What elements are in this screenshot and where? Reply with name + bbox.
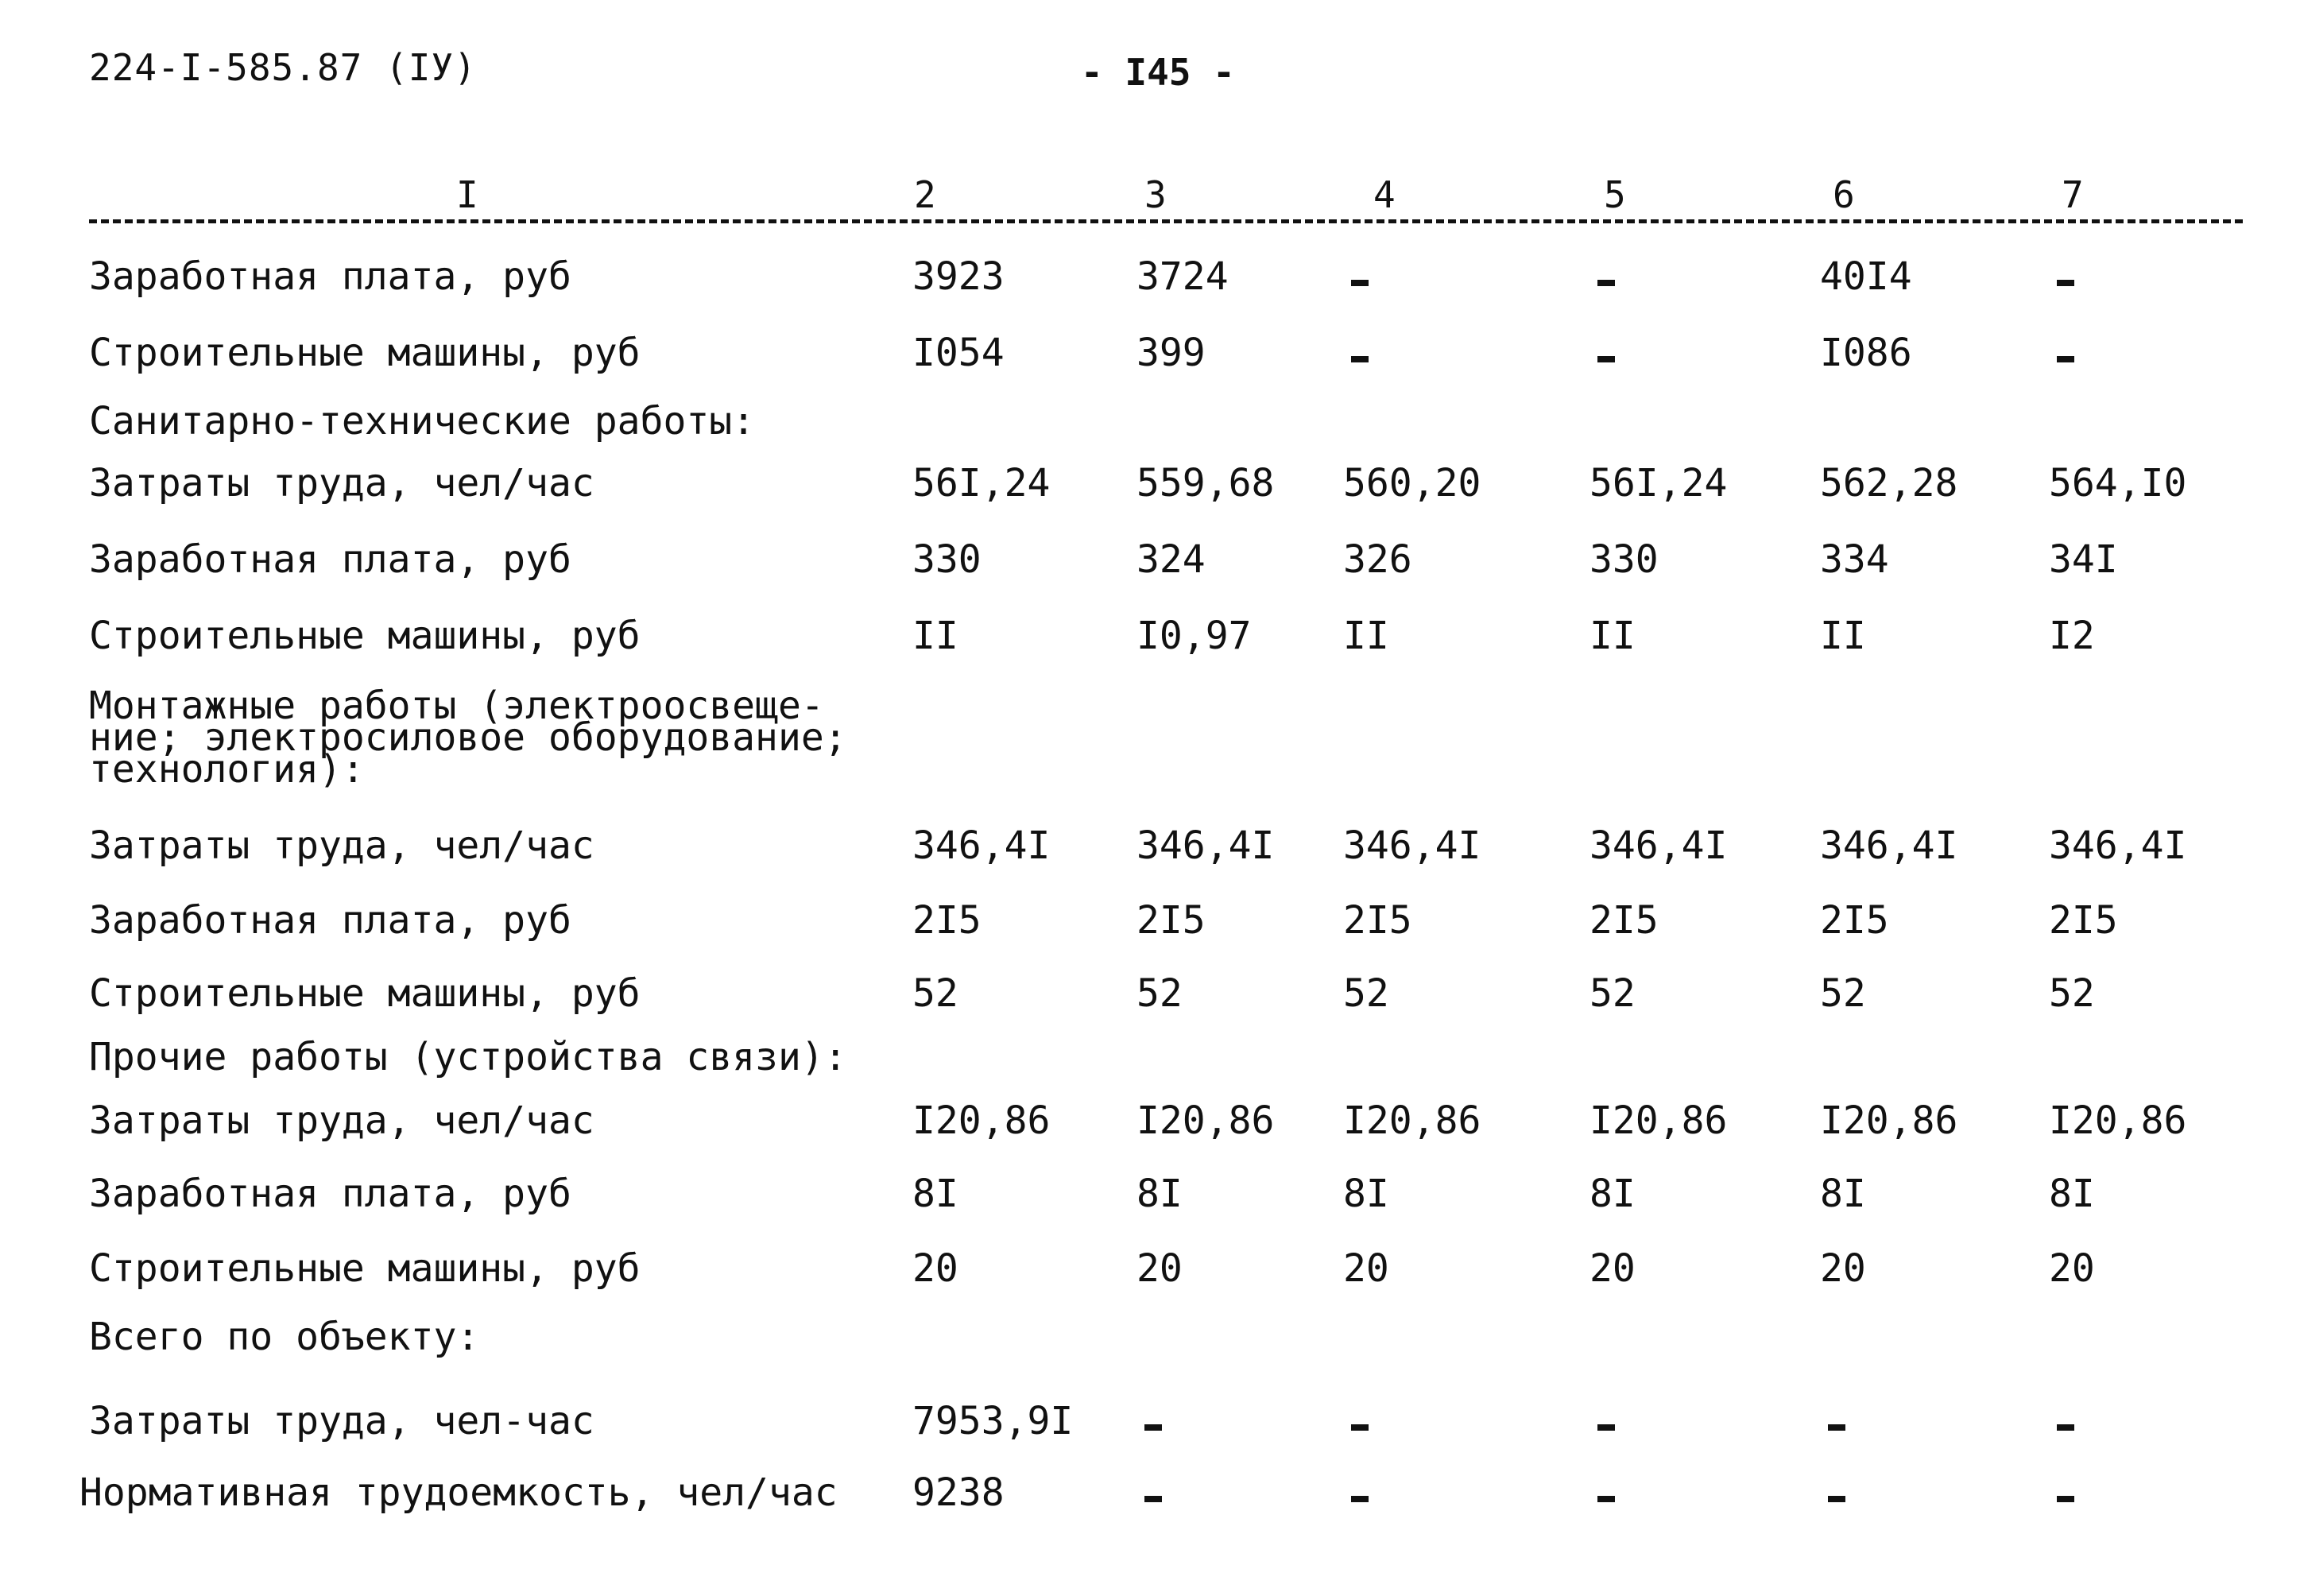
table-cell: 8I (912, 1172, 958, 1216)
table-cell: 7953,9I (912, 1399, 1074, 1443)
table-cell: 2I5 (1589, 898, 1659, 943)
table-cell (1144, 1399, 1162, 1443)
table-cell: 334 (1820, 537, 1889, 582)
table-cell: 9238 (912, 1470, 1005, 1515)
header-rule (89, 219, 2243, 223)
table-cell: 52 (1589, 971, 1636, 1016)
column-header: 2 (914, 173, 936, 216)
column-header: 5 (1604, 173, 1626, 216)
table-cell (1351, 1470, 1369, 1515)
row-label: Нормативная трудоемкость, чел/час (79, 1470, 838, 1515)
table-cell: 346,4I (1136, 823, 1275, 868)
table-cell: I20,86 (2049, 1098, 2187, 1143)
table-cell: 564,I0 (2049, 461, 2187, 506)
table-cell (1351, 1399, 1369, 1443)
row-label: Затраты труда, чел-час (89, 1399, 594, 1443)
table-cell: II (912, 614, 958, 658)
table-cell: 346,4I (1343, 823, 1481, 868)
table-cell (1597, 331, 1615, 375)
table-cell: 2I5 (912, 898, 982, 943)
column-header: 7 (2062, 173, 2084, 216)
table-row (0, 823, 2300, 874)
table-cell: I20,86 (912, 1098, 1051, 1143)
row-label: Затраты труда, чел/час (89, 461, 594, 506)
table-row (0, 1172, 2300, 1222)
row-label: Заработная плата, руб (89, 898, 571, 943)
table-cell: 346,4I (1820, 823, 1958, 868)
table-cell: 560,20 (1343, 461, 1481, 506)
table-row (0, 537, 2300, 588)
table-cell: II (1589, 614, 1636, 658)
section-heading: Всего по объекту: (89, 1315, 480, 1359)
table-cell (2057, 1399, 2074, 1443)
table-cell: I20,86 (1589, 1098, 1728, 1143)
row-label: Затраты труда, чел/час (89, 823, 594, 868)
table-row (0, 1098, 2300, 1149)
table-cell: 3923 (912, 254, 1005, 299)
section-heading: Монтажные работы (электроосвеще- ние; электросиловое оборудование; технология): (89, 684, 847, 792)
table-cell: 52 (1343, 971, 1389, 1016)
table-cell: 346,4I (912, 823, 1051, 868)
table-cell (1144, 1470, 1162, 1515)
table-cell: 8I (1589, 1172, 1636, 1216)
table-cell: 8I (1136, 1172, 1183, 1216)
table-cell: 8I (1820, 1172, 1866, 1216)
table-cell (1597, 254, 1615, 299)
table-cell: I20,86 (1136, 1098, 1275, 1143)
table-cell: 2I5 (1136, 898, 1206, 943)
table-cell: 20 (1820, 1246, 1866, 1291)
table-row (0, 614, 2300, 664)
table-row (0, 1399, 2300, 1450)
section-heading: Санитарно-технические работы: (89, 399, 756, 444)
table-row (0, 971, 2300, 1022)
table-cell (2057, 254, 2074, 299)
table-cell: 2I5 (2049, 898, 2118, 943)
table-cell: 330 (912, 537, 982, 582)
table-cell: I086 (1820, 331, 1912, 375)
row-label: Строительные машины, руб (89, 614, 641, 658)
table-row (0, 1246, 2300, 1297)
row-label: Строительные машины, руб (89, 331, 641, 375)
table-cell (1351, 331, 1369, 375)
table-cell: 20 (1589, 1246, 1636, 1291)
table-cell (1351, 254, 1369, 299)
table-cell: II (1820, 614, 1866, 658)
table-cell: 52 (912, 971, 958, 1016)
table-cell: I2 (2049, 614, 2095, 658)
table-cell: 3724 (1136, 254, 1229, 299)
table-cell: 330 (1589, 537, 1659, 582)
table-cell: 56I,24 (1589, 461, 1728, 506)
document-code: 224-I-585.87 (IУ) (89, 46, 477, 89)
table-cell (2057, 331, 2074, 375)
table-cell: 20 (1136, 1246, 1183, 1291)
table-cell: I0,97 (1136, 614, 1252, 658)
table-cell: 326 (1343, 537, 1412, 582)
table-cell (1597, 1470, 1615, 1515)
table-cell: 40I4 (1820, 254, 1912, 299)
table-cell: 562,28 (1820, 461, 1958, 506)
table-cell: II (1343, 614, 1389, 658)
table-cell: 20 (912, 1246, 958, 1291)
table-cell: 399 (1136, 331, 1206, 375)
table-cell: I20,86 (1820, 1098, 1958, 1143)
table-cell: I20,86 (1343, 1098, 1481, 1143)
table-cell: 20 (2049, 1246, 2095, 1291)
table-cell: 8I (2049, 1172, 2095, 1216)
table-cell: 346,4I (2049, 823, 2187, 868)
row-label: Заработная плата, руб (89, 537, 571, 582)
table-cell: 559,68 (1136, 461, 1275, 506)
table-cell: 56I,24 (912, 461, 1051, 506)
table-cell: 52 (1820, 971, 1866, 1016)
table-cell: 52 (2049, 971, 2095, 1016)
table-cell: I054 (912, 331, 1005, 375)
table-cell: 52 (1136, 971, 1183, 1016)
section-heading: Прочие работы (устройства связи): (89, 1035, 847, 1079)
page-number: - I45 - (1081, 51, 1235, 94)
table-row (0, 331, 2300, 382)
column-header: 4 (1373, 173, 1396, 216)
table-cell: 324 (1136, 537, 1206, 582)
table-cell (1828, 1470, 1845, 1515)
column-header: 3 (1144, 173, 1167, 216)
table-cell: 2I5 (1820, 898, 1889, 943)
table-cell: 2I5 (1343, 898, 1412, 943)
row-label: Строительные машины, руб (89, 971, 641, 1016)
column-header: I (456, 173, 478, 216)
column-header: 6 (1833, 173, 1855, 216)
table-row (0, 1470, 2300, 1521)
row-label: Заработная плата, руб (89, 1172, 571, 1216)
table-cell (1597, 1399, 1615, 1443)
table-cell: 34I (2049, 537, 2118, 582)
table-cell (2057, 1470, 2074, 1515)
table-cell: 8I (1343, 1172, 1389, 1216)
table-row (0, 461, 2300, 512)
table-row (0, 898, 2300, 949)
table-row (0, 254, 2300, 305)
table-cell: 20 (1343, 1246, 1389, 1291)
table-cell: 346,4I (1589, 823, 1728, 868)
row-label: Заработная плата, руб (89, 254, 571, 299)
row-label: Затраты труда, чел/час (89, 1098, 594, 1143)
table-cell (1828, 1399, 1845, 1443)
row-label: Строительные машины, руб (89, 1246, 641, 1291)
